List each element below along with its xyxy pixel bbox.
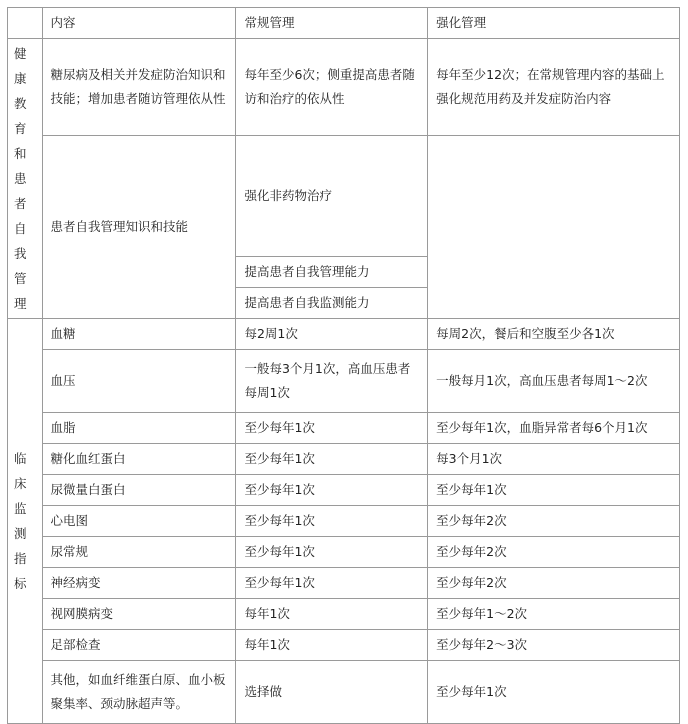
clinical-row <box>8 599 680 630</box>
education-routine-item: 强化非药物治疗 <box>236 136 428 257</box>
clinical-row <box>8 506 680 537</box>
clinical-routine: 选择做 <box>236 661 428 724</box>
clinical-intensive: 至少每年2次 <box>428 506 680 537</box>
clinical-item: 血糖 <box>42 319 236 350</box>
clinical-item: 神经病变 <box>42 568 236 599</box>
clinical-item: 足部检查 <box>42 630 236 661</box>
clinical-routine: 每2周1次 <box>236 319 428 350</box>
clinical-routine: 至少每年1次 <box>236 537 428 568</box>
clinical-item: 尿微量白蛋白 <box>42 475 236 506</box>
clinical-intensive: 至少每年1次 <box>428 661 680 724</box>
clinical-item: 血脂 <box>42 413 236 444</box>
management-table <box>7 7 680 724</box>
clinical-row <box>8 413 680 444</box>
clinical-intensive: 至少每年2～3次 <box>428 630 680 661</box>
clinical-routine: 至少每年1次 <box>236 444 428 475</box>
clinical-intensive: 至少每年1～2次 <box>428 599 680 630</box>
clinical-intensive: 至少每年1次，血脂异常者每6个月1次 <box>428 413 680 444</box>
clinical-item: 视网膜病变 <box>42 599 236 630</box>
clinical-row <box>8 661 680 724</box>
clinical-row <box>8 537 680 568</box>
clinical-intensive: 每3个月1次 <box>428 444 680 475</box>
header-cell-blank <box>8 8 43 39</box>
clinical-row <box>8 475 680 506</box>
clinical-row <box>8 350 680 413</box>
header-row <box>8 8 680 39</box>
clinical-routine: 每年1次 <box>236 630 428 661</box>
header-cell-intensive: 强化管理 <box>428 8 680 39</box>
clinical-routine: 至少每年1次 <box>236 475 428 506</box>
clinical-row <box>8 444 680 475</box>
education-intensive-2 <box>428 136 680 319</box>
clinical-item: 血压 <box>42 350 236 413</box>
category-education: 健康教育和患者自我管理 <box>8 39 43 319</box>
clinical-intensive: 至少每年2次 <box>428 537 680 568</box>
education-routine-1: 每年至少6次；侧重提高患者随访和治疗的依从性 <box>236 39 428 136</box>
education-row-2 <box>8 136 680 257</box>
clinical-item: 其他，如血纤维蛋白原、血小板聚集率、颈动脉超声等。 <box>42 661 236 724</box>
clinical-routine: 至少每年1次 <box>236 568 428 599</box>
clinical-intensive: 每周2次，餐后和空腹至少各1次 <box>428 319 680 350</box>
clinical-routine: 至少每年1次 <box>236 506 428 537</box>
clinical-intensive: 至少每年2次 <box>428 568 680 599</box>
clinical-routine: 一般每3个月1次，高血压患者每周1次 <box>236 350 428 413</box>
clinical-intensive: 至少每年1次 <box>428 475 680 506</box>
clinical-intensive: 一般每月1次，高血压患者每周1～2次 <box>428 350 680 413</box>
clinical-row <box>8 630 680 661</box>
education-routine-item: 提高患者自我管理能力 <box>236 257 428 288</box>
clinical-item: 心电图 <box>42 506 236 537</box>
category-clinical: 临床监测指标 <box>8 319 43 724</box>
clinical-row <box>8 568 680 599</box>
clinical-item: 糖化血红蛋白 <box>42 444 236 475</box>
clinical-routine: 至少每年1次 <box>236 413 428 444</box>
header-cell-routine: 常规管理 <box>236 8 428 39</box>
education-content-1: 糖尿病及相关并发症防治知识和技能；增加患者随访管理依从性 <box>42 39 236 136</box>
education-routine-item: 提高患者自我监测能力 <box>236 288 428 319</box>
clinical-item: 尿常规 <box>42 537 236 568</box>
education-content-2: 患者自我管理知识和技能 <box>42 136 236 319</box>
clinical-row <box>8 319 680 350</box>
header-cell-content: 内容 <box>42 8 236 39</box>
education-intensive-1: 每年至少12次；在常规管理内容的基础上强化规范用药及并发症防治内容 <box>428 39 680 136</box>
education-row-1 <box>8 39 680 136</box>
clinical-routine: 每年1次 <box>236 599 428 630</box>
